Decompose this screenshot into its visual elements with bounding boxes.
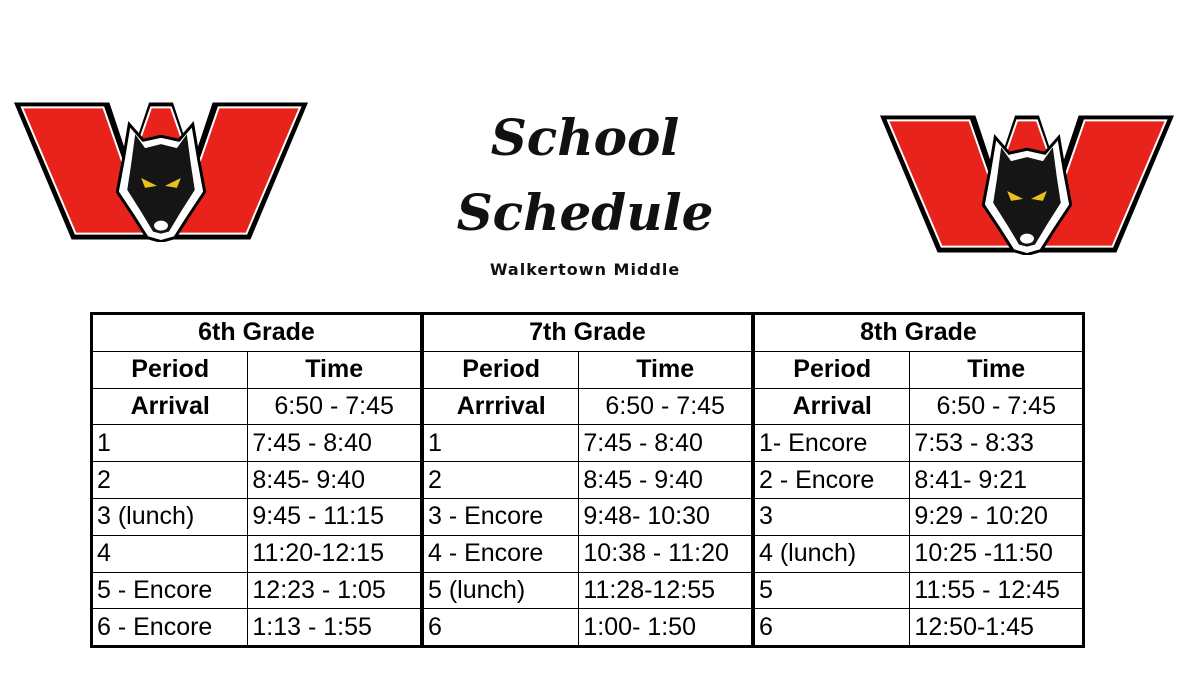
table-row <box>92 572 1084 609</box>
grade-header-8: 8th Grade <box>753 314 1084 352</box>
time-cell: 9:29 - 10:20 <box>910 498 1084 535</box>
arrival-time: 6:50 - 7:45 <box>579 388 753 425</box>
period-cell: 4 (lunch) <box>753 535 910 572</box>
table-row <box>92 498 1084 535</box>
column-header-time: Time <box>910 351 1084 388</box>
wolf-w-logo-left <box>12 100 310 242</box>
period-cell: 2 - Encore <box>753 462 910 499</box>
title-line-1: School <box>490 108 680 167</box>
period-cell: 3 (lunch) <box>92 498 248 535</box>
arrival-label: Arrrival <box>422 388 579 425</box>
time-cell: 8:45 - 9:40 <box>579 462 753 499</box>
time-cell: 8:45- 9:40 <box>248 462 422 499</box>
column-header-period: Period <box>422 351 579 388</box>
period-cell: 3 <box>753 498 910 535</box>
time-cell: 9:45 - 11:15 <box>248 498 422 535</box>
table-row <box>92 425 1084 462</box>
period-cell: 6 <box>753 609 910 647</box>
period-cell: 1 <box>92 425 248 462</box>
time-cell: 10:38 - 11:20 <box>579 535 753 572</box>
period-cell: 4 - Encore <box>422 535 579 572</box>
arrival-time: 6:50 - 7:45 <box>910 388 1084 425</box>
time-cell: 9:48- 10:30 <box>579 498 753 535</box>
arrival-time: 6:50 - 7:45 <box>248 388 422 425</box>
grade-header-row <box>92 314 1084 352</box>
column-header-time: Time <box>579 351 753 388</box>
column-header-period: Period <box>753 351 910 388</box>
period-cell: 2 <box>422 462 579 499</box>
period-cell: 6 - Encore <box>92 609 248 647</box>
column-header-period: Period <box>92 351 248 388</box>
period-cell: 1- Encore <box>753 425 910 462</box>
time-cell: 10:25 -11:50 <box>910 535 1084 572</box>
time-cell: 12:23 - 1:05 <box>248 572 422 609</box>
page-title <box>420 100 750 250</box>
arrival-row <box>92 388 1084 425</box>
table-row <box>92 535 1084 572</box>
period-cell: 2 <box>92 462 248 499</box>
time-cell: 1:13 - 1:55 <box>248 609 422 647</box>
arrival-label: Arrival <box>753 388 910 425</box>
time-cell: 1:00- 1:50 <box>579 609 753 647</box>
school-name: Walkertown Middle <box>489 260 681 279</box>
time-cell: 12:50-1:45 <box>910 609 1084 647</box>
time-cell: 11:28-12:55 <box>579 572 753 609</box>
grade-header-7: 7th Grade <box>422 314 753 352</box>
period-cell: 4 <box>92 535 248 572</box>
schedule-table <box>90 312 1085 648</box>
time-cell: 7:53 - 8:33 <box>910 425 1084 462</box>
period-cell: 5 <box>753 572 910 609</box>
time-cell: 7:45 - 8:40 <box>579 425 753 462</box>
table-row <box>92 609 1084 647</box>
title-line-2: Schedule <box>456 183 714 242</box>
period-cell: 3 - Encore <box>422 498 579 535</box>
time-cell: 7:45 - 8:40 <box>248 425 422 462</box>
period-cell: 5 (lunch) <box>422 572 579 609</box>
grade-header-6: 6th Grade <box>92 314 422 352</box>
time-cell: 11:20-12:15 <box>248 535 422 572</box>
period-cell: 1 <box>422 425 579 462</box>
arrival-label: Arrival <box>92 388 248 425</box>
time-cell: 11:55 - 12:45 <box>910 572 1084 609</box>
period-cell: 6 <box>422 609 579 647</box>
time-cell: 8:41- 9:21 <box>910 462 1084 499</box>
wolf-w-logo-right <box>878 113 1176 255</box>
table-row <box>92 462 1084 499</box>
column-header-time: Time <box>248 351 422 388</box>
period-cell: 5 - Encore <box>92 572 248 609</box>
column-header-row <box>92 351 1084 388</box>
